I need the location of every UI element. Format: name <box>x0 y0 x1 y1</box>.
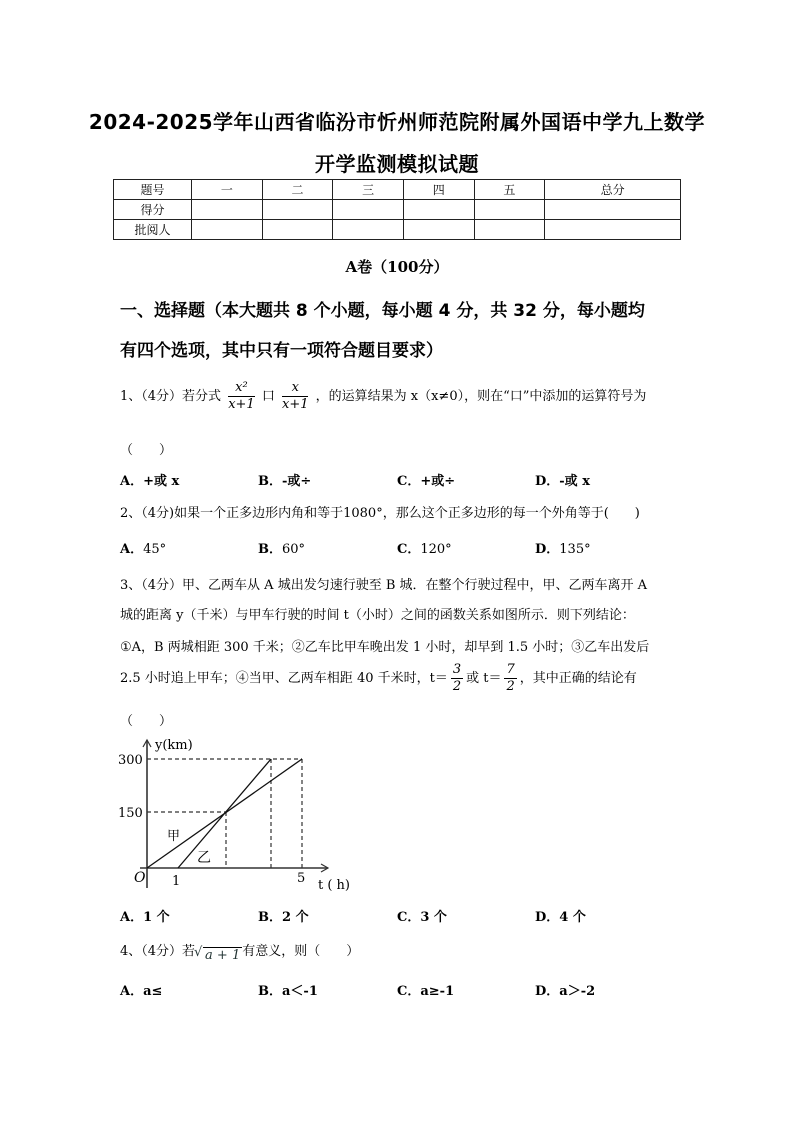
fraction <box>504 662 516 695</box>
fraction <box>282 380 309 413</box>
option-c <box>397 470 455 489</box>
option-letter: A． <box>120 910 144 925</box>
option-text: a≥-1 <box>420 984 455 999</box>
option-text: 135° <box>559 542 591 557</box>
option-d <box>535 470 590 489</box>
fraction-numerator: 7 <box>506 662 515 677</box>
series-yi-label: 乙 <box>197 850 211 866</box>
option-b <box>258 980 318 999</box>
grader-cell <box>262 220 333 240</box>
table-row <box>114 200 681 220</box>
option-text: a≤ <box>143 984 163 999</box>
option-text: a＞-2 <box>559 984 596 999</box>
question-3-line4 <box>120 662 637 695</box>
grader-cell <box>333 220 404 240</box>
option-text: 1 个 <box>143 910 170 925</box>
option-a <box>120 980 162 999</box>
option-letter: D． <box>535 542 560 557</box>
answer-blank: （ ） <box>120 443 173 458</box>
option-b <box>258 906 309 925</box>
y-tick-300: 300 <box>118 753 143 768</box>
y-tick-150: 150 <box>118 806 143 821</box>
question-3-line4-mid: 或 t＝ <box>466 671 502 686</box>
option-c <box>397 980 454 999</box>
question-3-line3: ①A，B 两城相距 300 千米；②乙车比甲车晚出发 1 小时，却早到 1.5 小时；③乙车出发后 <box>120 640 650 655</box>
option-c <box>397 538 452 557</box>
section-heading-line2: 有四个选项，其中只有一项符合题目要求） <box>120 341 443 361</box>
option-a <box>120 470 179 489</box>
table-header-cell: 题号 <box>114 180 192 200</box>
score-cell <box>403 200 474 220</box>
grader-cell <box>474 220 545 240</box>
option-text: -或÷ <box>282 474 312 489</box>
fraction-denominator: x+1 <box>281 397 309 412</box>
question-3-line4-suffix: ，其中正确的结论有 <box>519 671 637 686</box>
option-text: 4 个 <box>559 910 586 925</box>
fraction-denominator: 2 <box>452 679 462 694</box>
table-header-cell: 一 <box>192 180 263 200</box>
fraction <box>451 662 463 695</box>
option-letter: B． <box>258 474 282 489</box>
table-header-cell: 二 <box>262 180 333 200</box>
option-letter: C． <box>397 542 421 557</box>
option-letter: A． <box>120 474 144 489</box>
option-letter: D． <box>535 984 560 999</box>
fraction-numerator: x <box>282 380 309 397</box>
table-header-cell: 总分 <box>545 180 681 200</box>
option-b <box>258 538 305 557</box>
option-d <box>535 538 591 557</box>
option-letter: D． <box>535 910 560 925</box>
document-title-line1: 2024-2025学年山西省临汾市忻州师范院附属外国语中学九上数学 <box>88 110 706 134</box>
series-yi-line <box>178 759 271 868</box>
fraction-denominator: x+1 <box>228 397 255 412</box>
table-header-cell: 四 <box>403 180 474 200</box>
option-letter: D． <box>535 474 560 489</box>
score-cell <box>474 200 545 220</box>
document-title-line2: 开学监测模拟试题 <box>315 152 479 176</box>
table-row <box>114 220 681 240</box>
option-text: 3 个 <box>420 910 447 925</box>
option-text: 2 个 <box>282 910 309 925</box>
operator-box: 口 <box>261 389 275 404</box>
grader-cell <box>545 220 681 240</box>
option-letter: C． <box>397 984 421 999</box>
option-text: 60° <box>282 542 306 557</box>
series-jia-label: 甲 <box>167 829 181 844</box>
option-c <box>397 906 447 925</box>
option-letter: C． <box>397 910 421 925</box>
row-label: 批阅人 <box>114 220 192 240</box>
option-letter: B． <box>258 910 282 925</box>
grader-cell <box>192 220 263 240</box>
option-text: a＜-1 <box>282 984 318 999</box>
question-1-suffix: ，的运算结果为 x（x≠0），则在“口”中添加的运算符号为 <box>315 389 647 404</box>
fraction <box>228 380 255 413</box>
option-text: +或÷ <box>420 474 456 489</box>
question-4-suffix: 有意义，则（ ） <box>242 944 360 959</box>
question-1-prefix: 1、（4分）若分式 <box>120 389 222 404</box>
question-3-line2: 城的距离 y（千米）与甲车行驶的时间 t（小时）之间的函数关系如图所示．则下列结论： <box>120 608 635 623</box>
option-letter: B． <box>258 542 282 557</box>
option-text: -或 x <box>559 474 590 489</box>
paper-section-heading: A卷（100分） <box>345 258 449 276</box>
score-cell <box>545 200 681 220</box>
option-text: +或 x <box>143 474 180 489</box>
answer-blank: （ ） <box>120 714 173 729</box>
question-4-stem <box>120 940 360 963</box>
row-label: 得分 <box>114 200 192 220</box>
table-header-cell: 三 <box>333 180 404 200</box>
option-d <box>535 906 586 925</box>
x-axis-label: t ( h) <box>318 878 351 893</box>
question-3-line1: 3、（4分）甲、乙两车从 A 城出发匀速行驶至 B 城．在整个行驶过程中，甲、乙两车离开 A <box>120 578 648 593</box>
option-a <box>120 906 170 925</box>
score-cell <box>192 200 263 220</box>
score-table <box>113 179 681 240</box>
fraction-denominator: 2 <box>506 679 515 694</box>
x-tick-1: 1 <box>172 874 181 889</box>
fraction-numerator: 3 <box>452 662 462 677</box>
distance-time-graph <box>110 730 360 895</box>
question-1-stem <box>120 380 646 413</box>
grader-cell <box>403 220 474 240</box>
table-header-cell: 五 <box>474 180 545 200</box>
option-letter: B． <box>258 984 282 999</box>
question-2-stem: 2、（4分)如果一个正多边形内角和等于1080°，那么这个正多边形的每一个外角等于( ) <box>120 506 640 521</box>
option-b <box>258 470 311 489</box>
square-root-expression: √ a + 1 <box>203 947 242 963</box>
question-3-line4-prefix: 2.5 小时追上甲车；④当甲、乙两车相距 40 千米时，t＝ <box>120 671 448 686</box>
score-cell <box>333 200 404 220</box>
option-letter: C． <box>397 474 421 489</box>
score-cell <box>262 200 333 220</box>
option-letter: A． <box>120 542 144 557</box>
section-heading-line1: 一、选择题（本大题共 8 个小题，每小题 4 分，共 32 分，每小题均 <box>120 301 645 321</box>
score-table-header-row <box>114 180 681 200</box>
option-d <box>535 980 595 999</box>
option-text: 45° <box>143 542 167 557</box>
option-a <box>120 538 166 557</box>
x-tick-5: 5 <box>297 871 306 886</box>
fraction-numerator: x² <box>228 380 255 397</box>
y-axis-label: y(km) <box>155 738 193 753</box>
option-letter: A． <box>120 984 144 999</box>
option-text: 120° <box>420 542 452 557</box>
question-4-prefix: 4、（4分）若 <box>120 944 196 959</box>
origin-label: O <box>134 870 146 886</box>
